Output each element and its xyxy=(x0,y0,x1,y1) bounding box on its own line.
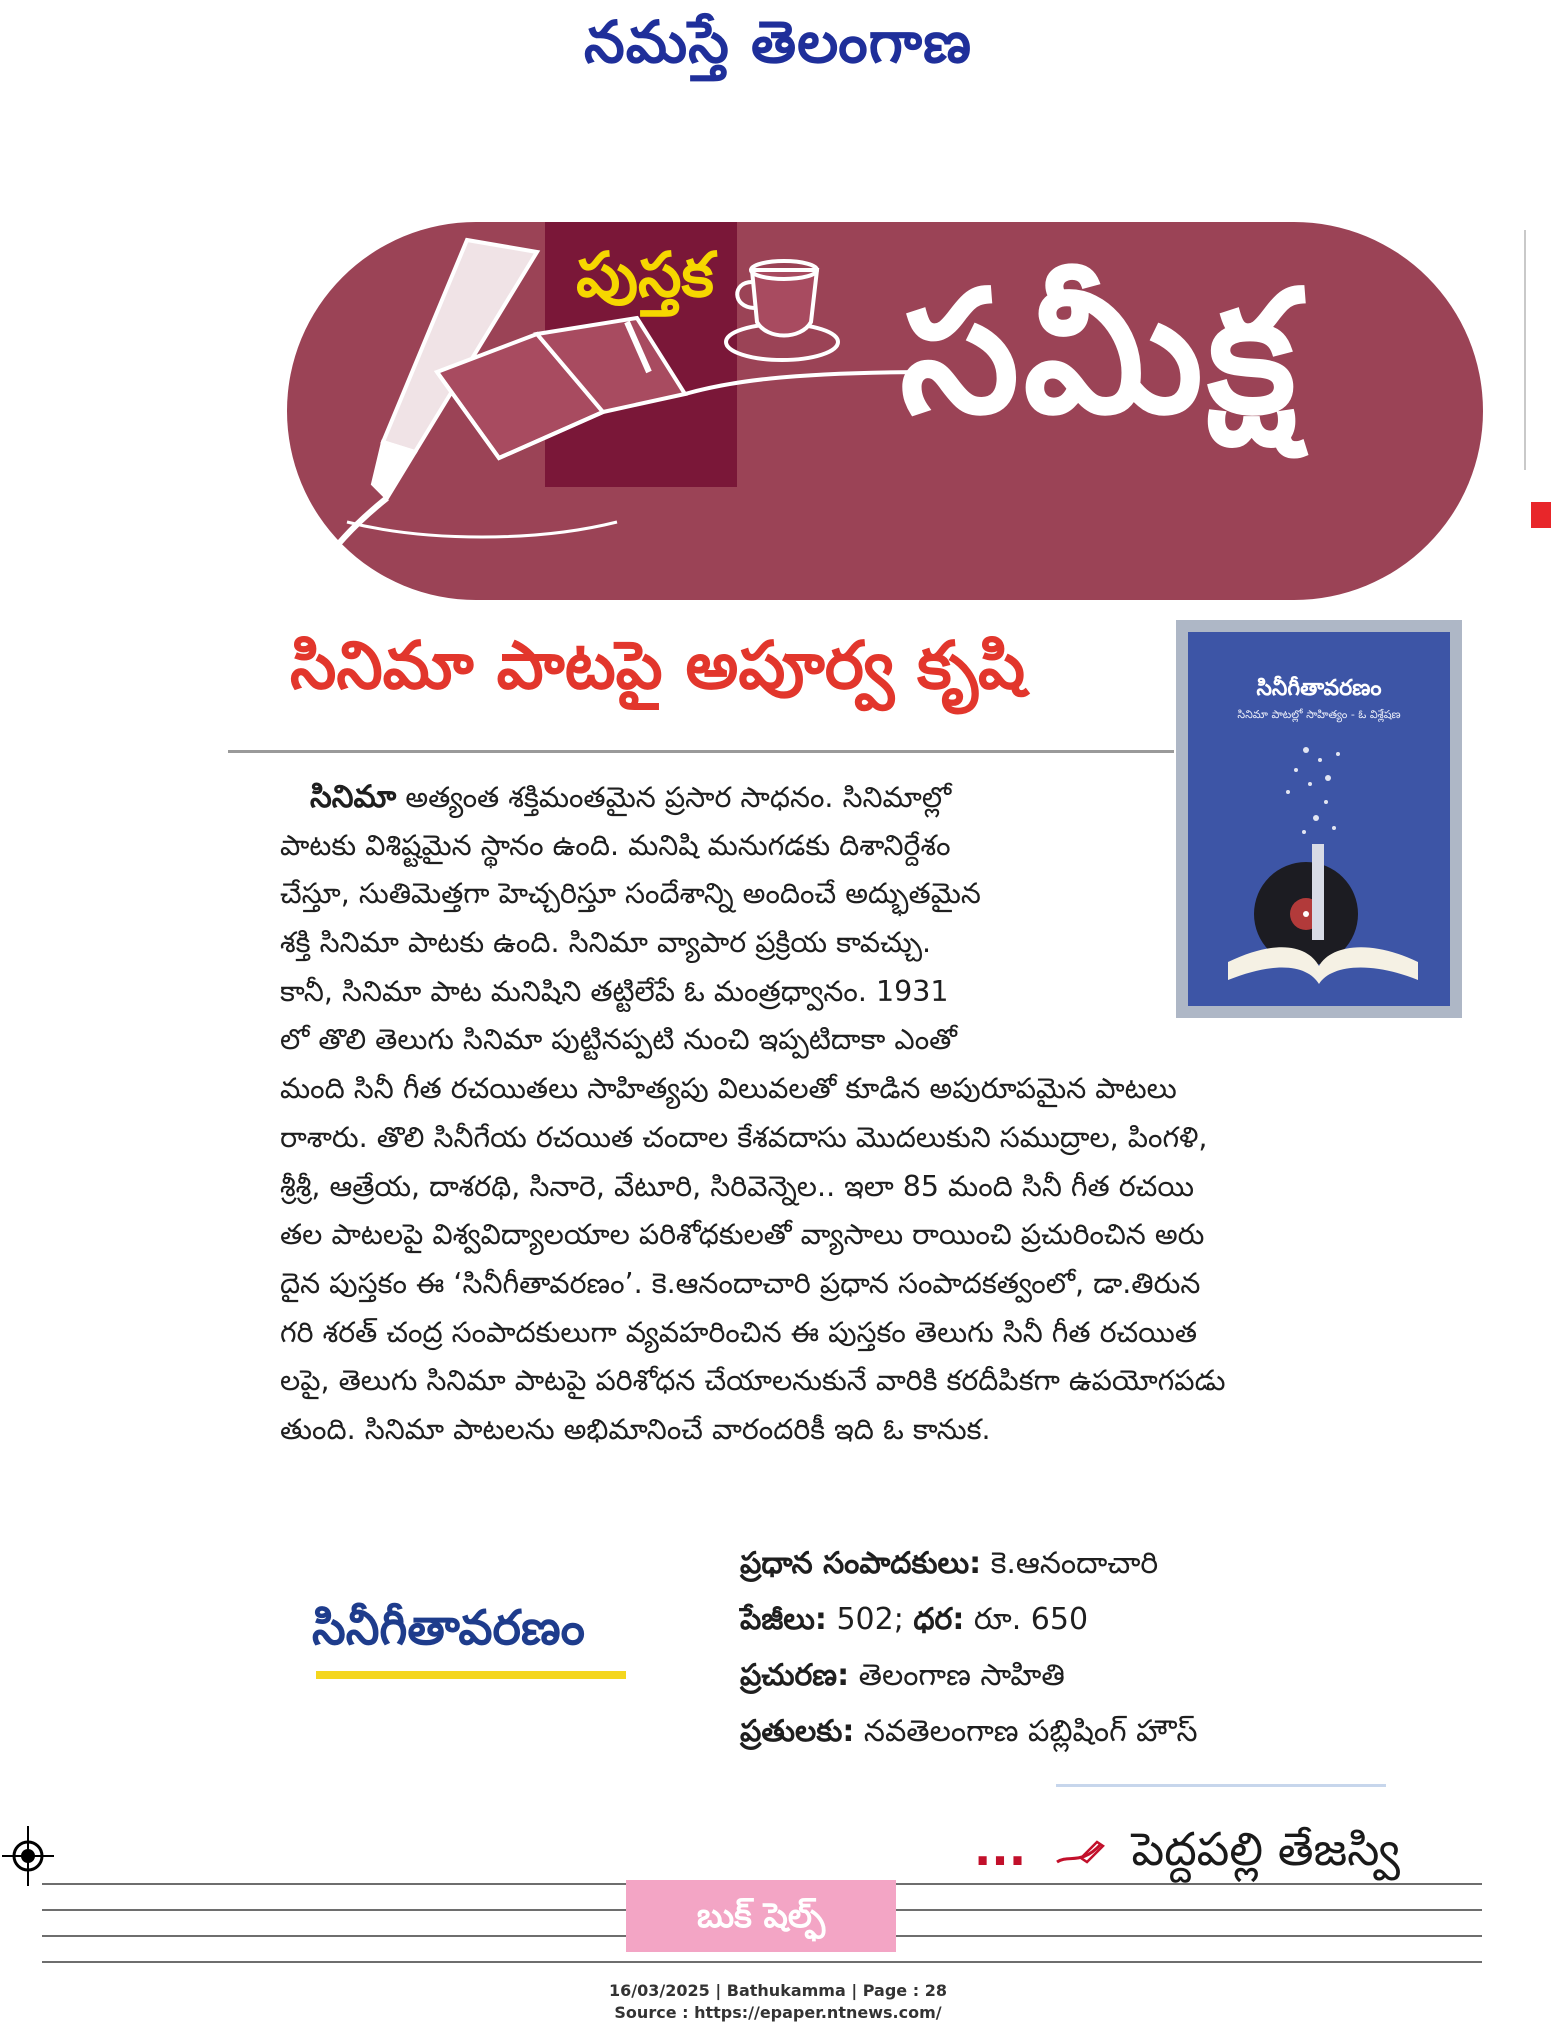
body-line: శ్రీశ్రీ, ఆత్రేయ, దాశరథి, సినారె, వేటూరి, సిరివెన్నెల.. ఇలా 85 మంది సినీ గీత రచయి xyxy=(280,1169,1194,1203)
signature-rule xyxy=(1056,1784,1386,1787)
banner-tag: పుస్తక xyxy=(576,238,714,311)
headline-divider xyxy=(228,750,1174,753)
lead-word: సినిమా xyxy=(310,779,397,815)
body-line: లపై, తెలుగు సినిమా పాటపై పరిశోధన చేయాలనుకునే వారికి కరదీపికగా ఉపయోగపడు xyxy=(280,1364,1226,1398)
author-signature xyxy=(960,1822,1400,1888)
body-line: పాటకు విశిష్టమైన స్థానం ఉంది. మనిషి మనుగడకు దిశానిర్దేశం xyxy=(280,828,951,862)
pen-writing-icon xyxy=(1051,1836,1107,1870)
article-headline: సినిమా పాటపై అపూర్వ కృషి xyxy=(290,627,1026,704)
book-title-underline xyxy=(316,1671,626,1679)
page-marker xyxy=(1531,502,1551,528)
margin-rule xyxy=(1524,230,1526,470)
crosshair-icon xyxy=(2,1826,54,1886)
body-line: గరి శరత్ చంద్ర సంపాదకులుగా వ్యవహరించిన ఈ పుస్తకం తెలుగు సినీ గీత రచయిత xyxy=(280,1315,1198,1349)
page-footer xyxy=(0,1980,1556,2024)
detail-editor: ప్రధాన సంపాదకులు: కె.ఆనందాచారి xyxy=(740,1546,1159,1581)
detail-copies: ప్రతులకు: నవతెలంగాణ పబ్లిషింగ్ హౌస్ xyxy=(740,1714,1198,1749)
book-title: సినీగీతావరణం xyxy=(312,1600,585,1656)
detail-pages-price: పేజీలు: 502; ధర: రూ. 650 xyxy=(740,1602,1089,1637)
body-line: లో తొలి తెలుగు సినిమా పుట్టినప్పటి నుంచి ఇప్పటిదాకా ఎంతో xyxy=(280,1023,957,1057)
body-line: రాశారు. తొలి సినీగేయ రచయిత చందాల కేశవదాసు మొదలుకుని సముద్రాల, పింగళి, xyxy=(280,1120,1208,1154)
body-line: చేస్తూ, సుతిమెత్తగా హెచ్చరిస్తూ సందేశాన్ని అందించే అద్భుతమైన xyxy=(280,877,981,911)
detail-publisher: ప్రచురణ: తెలంగాణ సాహితి xyxy=(740,1658,1065,1693)
body-line: శక్తి సినిమా పాటకు ఉంది. సినిమా వ్యాపార ప్రక్రియ కావచ్చు. xyxy=(280,926,932,960)
section-label: బుక్ షెల్ఫ్ xyxy=(626,1880,896,1952)
body-line: కానీ, సినిమా పాట మనిషిని తట్టిలేపే ఓ మంత్రధ్వానం. 1931 xyxy=(280,974,949,1008)
cover-subtitle: సినిమా పాటల్లో సాహిత్యం - ఓ విశ్లేషణ xyxy=(1237,708,1401,721)
footer-source: Source : https://epaper.ntnews.com/ xyxy=(614,2003,942,2022)
footer-date-page: 16/03/2025 | Bathukamma | Page : 28 xyxy=(609,1981,947,2000)
book-details xyxy=(740,1536,1440,1760)
author-name: పెద్దపల్లి తేజస్వి xyxy=(1131,1822,1400,1876)
cover-title: సినీగీతావరణం xyxy=(1256,676,1382,701)
body-line: దైన పుస్తకం ఈ ‘సినీగీతావరణం’. కె.ఆనందాచారి ప్రధాన సంపాదకత్వంలో, డా.తిరున xyxy=(280,1266,1201,1300)
body-line: సినిమా అత్యంత శక్తిమంతమైన ప్రసార సాధనం. సినిమాల్లో xyxy=(310,779,952,815)
masthead-title: నమస్తే తెలంగాణ xyxy=(584,8,972,76)
banner-title: సమీక్ష xyxy=(900,254,1300,452)
signature-dots: ... xyxy=(973,1822,1027,1876)
body-line: మంది సినీ గీత రచయితలు సాహిత్యపు విలువలతో కూడిన అపురూపమైన పాటలు xyxy=(280,1072,1177,1106)
body-line: తల పాటలపై విశ్వవిద్యాలయాల పరిశోధకులతో వ్యాసాలు రాయించి ప్రచురించిన అరు xyxy=(280,1218,1205,1252)
article-body xyxy=(280,773,1455,1455)
body-line: తుంది. సినిమా పాటలను అభిమానించే వారందరికీ ఇది ఓ కానుక. xyxy=(280,1412,991,1446)
